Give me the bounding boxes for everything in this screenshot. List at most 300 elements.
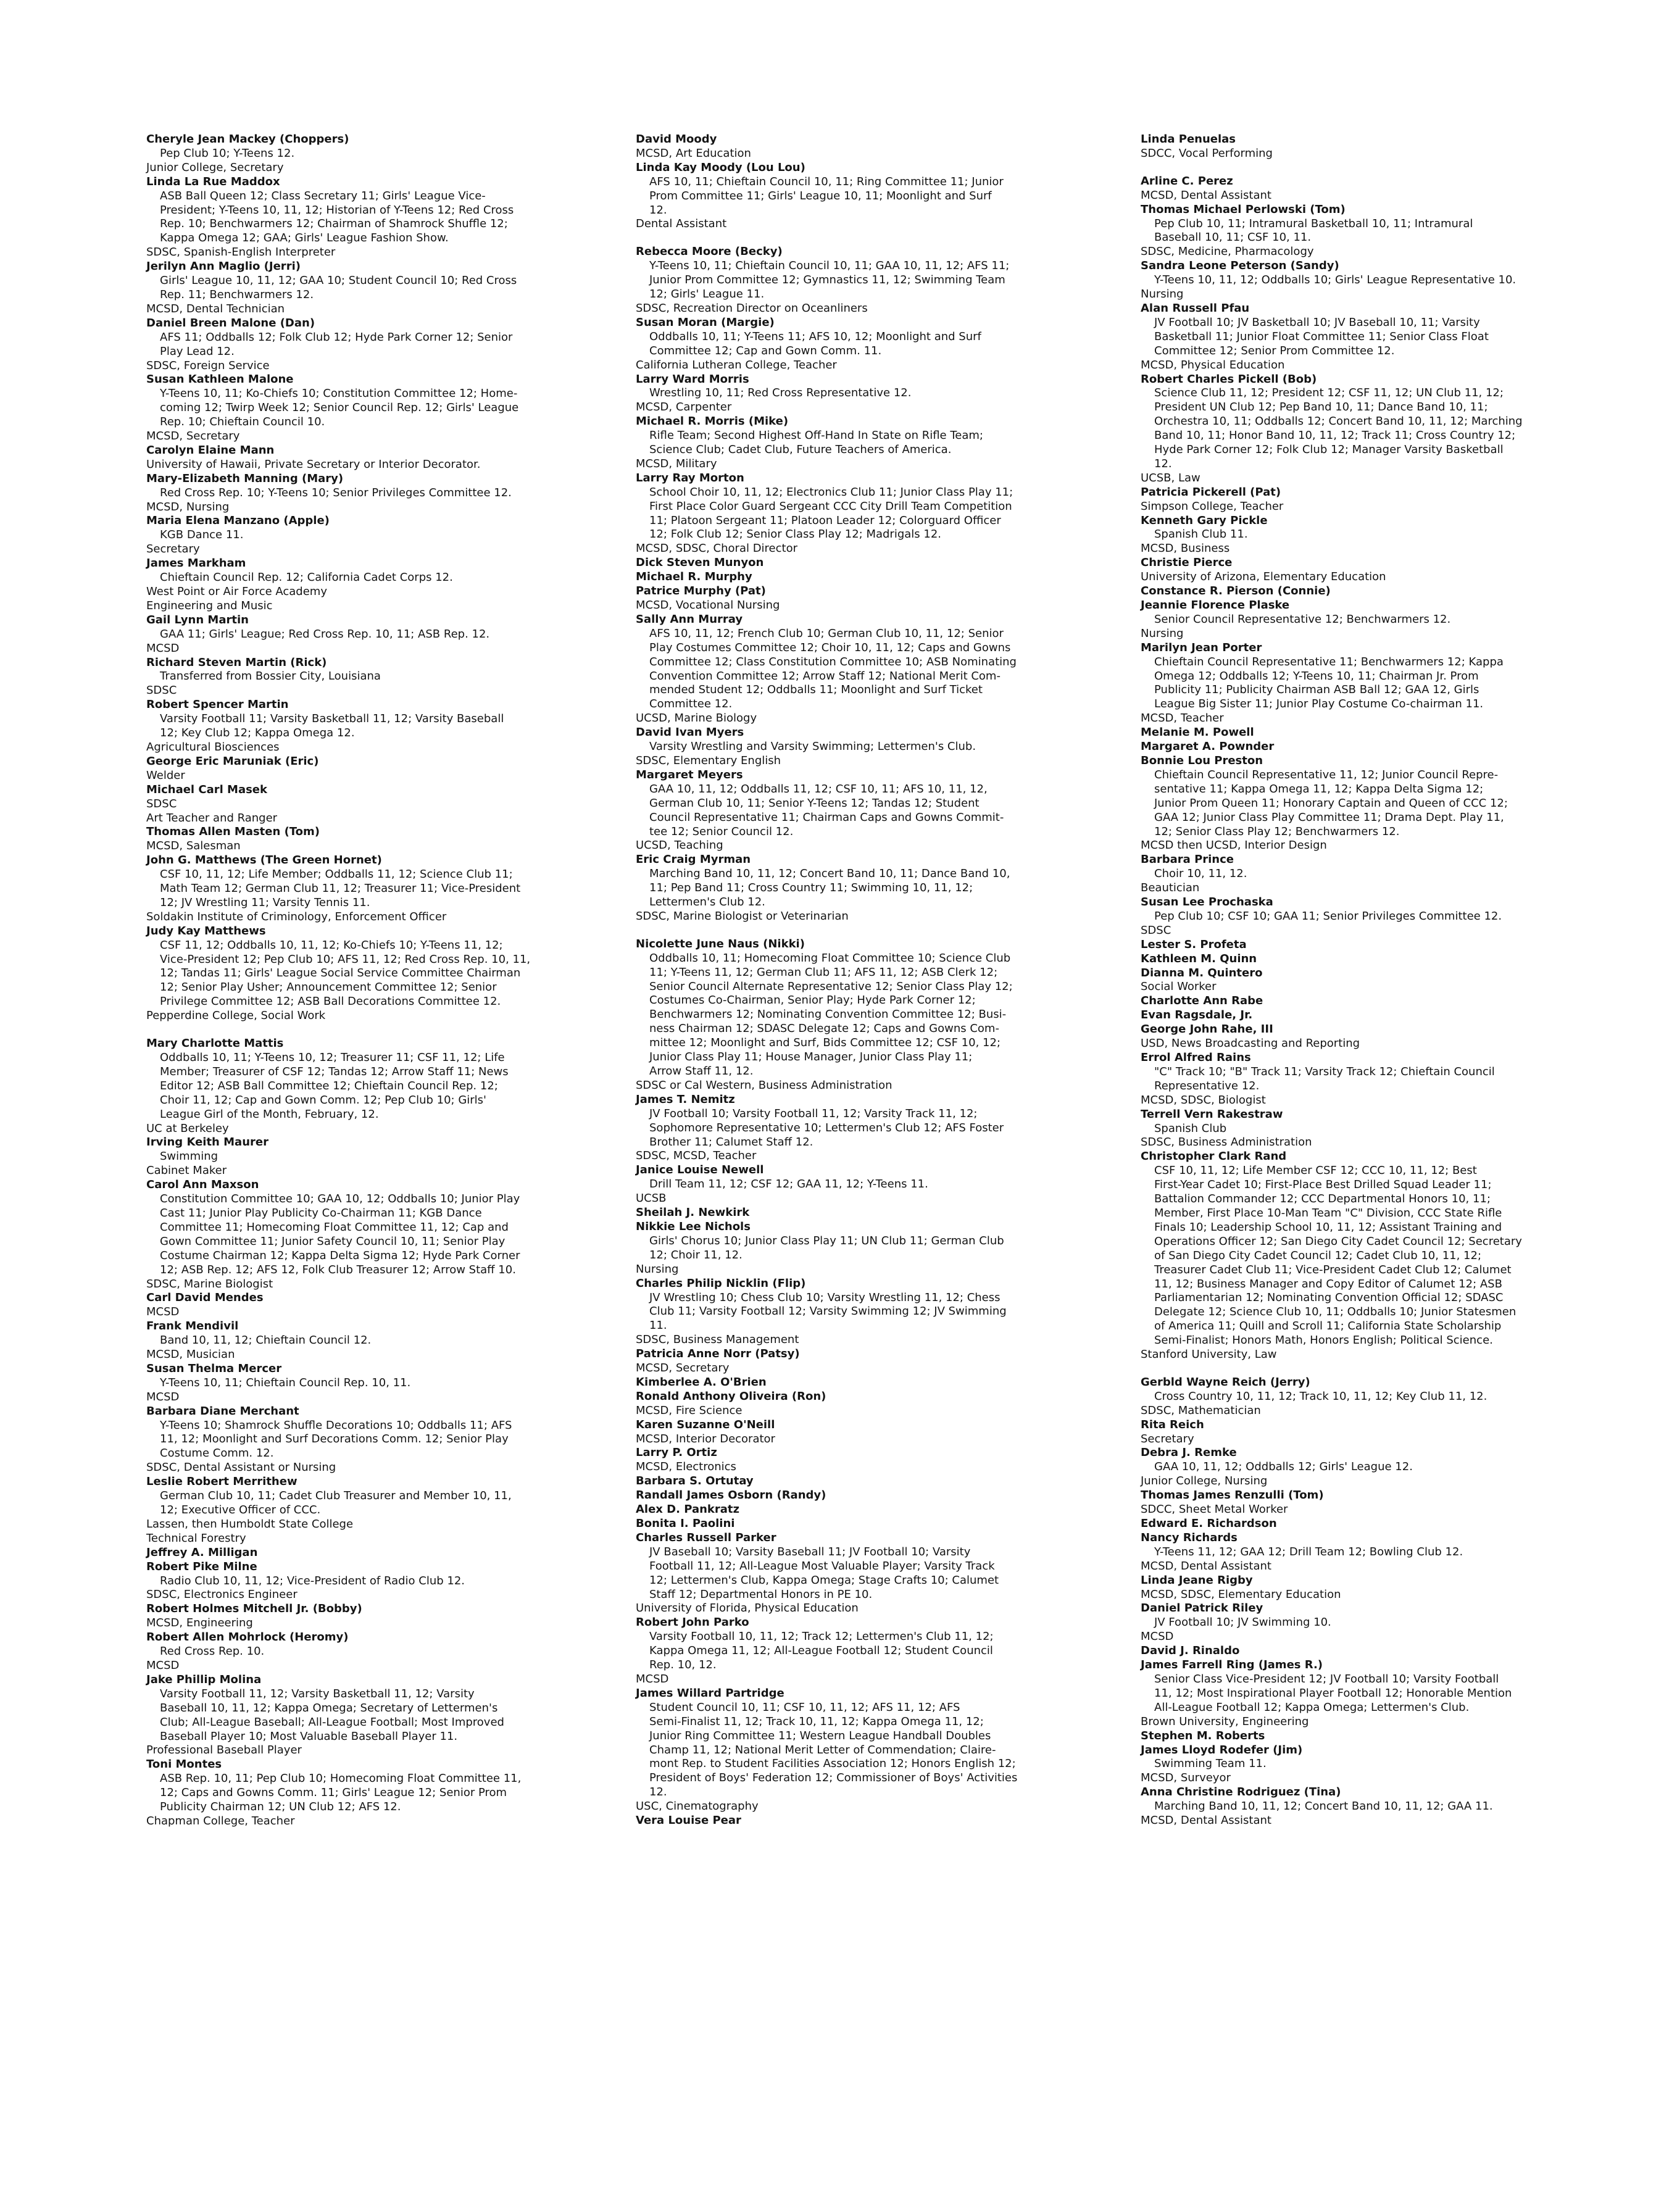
activity-line: Gown Committee 11; Junior Safety Council 10, 11; Senior Play	[160, 1234, 506, 1248]
future-plans-line: Brown University, Engineering	[1141, 1715, 1309, 1728]
student-name: Alan Russell Pfau	[1141, 301, 1250, 315]
activity-line: Varsity Football 10, 11, 12; Track 12; Lettermen's Club 11, 12;	[649, 1630, 994, 1644]
activity-line: 12.	[649, 203, 667, 217]
senior-entry	[636, 1390, 1092, 1418]
activity-line: President; Y-Teens 10, 11, 12; Historian of Y-Teens 12; Red Cross	[160, 203, 514, 217]
student-name: Robert John Parko	[636, 1616, 749, 1629]
student-name: Alex D. Pankratz	[636, 1503, 739, 1516]
senior-entry	[636, 556, 1092, 570]
senior-entry	[146, 1602, 603, 1631]
senior-entry	[1141, 1531, 1610, 1574]
student-name: Bonnie Lou Preston	[1141, 754, 1263, 767]
senior-entry	[1141, 133, 1610, 161]
student-name: Marilyn Jean Porter	[1141, 641, 1262, 654]
future-plans-line: SDSC	[1141, 923, 1171, 937]
activity-line: JV Football 10; JV Swimming 10.	[1154, 1616, 1331, 1629]
activity-line: League Big Sister 11; Junior Play Costume Co-chairman 11.	[1154, 697, 1484, 711]
senior-entry	[1141, 1517, 1610, 1531]
activity-line: Girls' League 10, 11, 12; GAA 10; Student Council 10; Red Cross	[160, 274, 517, 288]
senior-entry	[146, 1405, 603, 1476]
future-plans-line: MCSD, SDSC, Biologist	[1141, 1093, 1266, 1107]
future-plans-line: MCSD, Dental Assistant	[1141, 1814, 1271, 1827]
future-plans-line: MCSD, Military	[636, 457, 717, 470]
activity-line: Band 10, 11; Honor Band 10, 11, 12; Track 11; Cross Country 12;	[1154, 429, 1516, 443]
activity-line: Marching Band 10, 11, 12; Concert Band 10, 11, 12; GAA 11.	[1154, 1800, 1493, 1813]
future-plans-line: Stanford University, Law	[1141, 1348, 1277, 1362]
senior-entry	[636, 726, 1092, 768]
student-name: Cheryle Jean Mackey (Choppers)	[146, 133, 349, 146]
student-name: James T. Nemitz	[636, 1092, 735, 1106]
future-plans-line: Secretary	[146, 543, 200, 556]
student-name: Linda Jeane Rigby	[1141, 1573, 1253, 1587]
student-name: Kimberlee A. O'Brien	[636, 1375, 767, 1389]
senior-entry	[636, 415, 1092, 472]
senior-entry	[636, 1093, 1092, 1164]
student-name: Anna Christine Rodriguez (Tina)	[1141, 1786, 1341, 1799]
student-name: Toni Montes	[146, 1758, 222, 1771]
student-name: Irving Keith Maurer	[146, 1136, 268, 1149]
activity-line: Baseball 10, 11; CSF 10, 11.	[1154, 231, 1312, 244]
student-name: Barbara S. Ortutay	[636, 1474, 754, 1488]
future-plans-line: SDSC, MCSD, Teacher	[636, 1149, 757, 1163]
activity-line: Publicity 11; Publicity Chairman ASB Ball 12; GAA 12, Girls	[1154, 683, 1479, 697]
future-plans-line: Art Teacher and Ranger	[146, 811, 278, 825]
activity-line: Football 11, 12; All-League Most Valuable Player; Varsity Track	[649, 1559, 995, 1573]
senior-entry	[636, 768, 1092, 853]
activity-line: Chieftain Council Representative 11, 12; Junior Council Repre-	[1154, 768, 1499, 781]
senior-entry	[1141, 302, 1610, 373]
senior-entry	[1141, 1376, 1610, 1418]
activity-line: Champ 11, 12; National Merit Letter of Commendation; Claire-	[649, 1743, 996, 1757]
activity-line: 11, 12; Most Inspirational Player Football 12; Honorable Mention	[1154, 1686, 1512, 1700]
senior-entry	[1141, 1008, 1610, 1023]
future-plans-line: Nursing	[1141, 288, 1184, 301]
future-plans-line: SDSC, Medicine, Pharmacology	[1141, 245, 1314, 259]
activity-line: JV Football 10; Varsity Football 11, 12; Varsity Track 11, 12;	[649, 1107, 978, 1120]
future-plans-line: SDSC or Cal Western, Business Administration	[636, 1078, 892, 1092]
future-plans-line: Nursing	[1141, 626, 1184, 640]
senior-entry	[1141, 938, 1610, 952]
activity-line: Girls' Chorus 10; Junior Class Play 11; UN Club 11; German Club	[649, 1234, 1004, 1247]
future-plans-line: MCSD, Dental Assistant	[1141, 188, 1271, 202]
activity-line: 12; Choir 11, 12.	[649, 1248, 743, 1262]
activity-line: Committee 12.	[649, 697, 733, 711]
activity-line: Rep. 10, 12.	[649, 1658, 717, 1672]
activity-line: "C" Track 10; "B" Track 11; Varsity Track 12; Chieftain Council	[1154, 1065, 1495, 1078]
senior-entry	[146, 1178, 603, 1291]
student-name: Robert Pike Milne	[146, 1560, 257, 1573]
student-name: Jeffrey A. Milligan	[146, 1545, 258, 1559]
activity-line: Wrestling 10, 11; Red Cross Representative 12.	[649, 386, 912, 400]
activity-line: Battalion Commander 12; CCC Departmental Honors 10, 11;	[1154, 1192, 1491, 1206]
senior-entry	[1141, 853, 1610, 896]
senior-entry	[1141, 1729, 1610, 1744]
activity-line: Y-Teens 10, 11, 12; Oddballs 10; Girls' League Representative 10.	[1154, 273, 1517, 287]
activity-line: Cast 11; Junior Play Publicity Co-Chairman 11; KGB Dance	[160, 1206, 482, 1220]
activity-line: Rep. 10; Benchwarmers 12; Chairman of Shamrock Shuffle 12;	[160, 217, 508, 231]
future-plans-line: Simpson College, Teacher	[1141, 499, 1284, 513]
senior-entry	[146, 1362, 603, 1405]
activity-line: First Place Color Guard Sergeant CCC City Drill Team Competition	[649, 499, 1012, 513]
activity-line: Marching Band 10, 11, 12; Concert Band 10, 11; Dance Band 10,	[649, 867, 1010, 881]
senior-entry	[146, 698, 603, 755]
student-name: George John Rahe, III	[1141, 1023, 1273, 1036]
middle-column	[636, 133, 1092, 1828]
future-plans-line: MCSD, Electronics	[636, 1460, 736, 1474]
activity-line: CSF 11, 12; Oddballs 10, 11, 12; Ko-Chiefs 10; Y-Teens 11, 12;	[160, 938, 503, 952]
senior-entry	[636, 133, 1092, 161]
future-plans-line: MCSD, Salesman	[146, 839, 241, 853]
activity-line: Finals 10; Leadership School 10, 11, 12; Assistant Training and	[1154, 1220, 1502, 1234]
activity-line: Privilege Committee 12; ASB Ball Decorations Committee 12.	[160, 995, 501, 1008]
activity-line: Play Lead 12.	[160, 344, 235, 358]
senior-entry	[1141, 740, 1610, 754]
activity-line: 11, 12; Moonlight and Surf Decorations Comm. 12; Senior Play	[160, 1432, 509, 1446]
senior-entry	[146, 783, 603, 826]
activity-line: Member; Treasurer of CSF 12; Tandas 12; Arrow Staff 11; News	[160, 1065, 509, 1078]
senior-entry	[1141, 1574, 1610, 1602]
activity-line: Rep. 11; Benchwarmers 12.	[160, 288, 314, 301]
senior-entry	[1141, 1023, 1610, 1051]
student-name: Eric Craig Myrman	[636, 853, 751, 867]
activity-line: AFS 10, 11, 12; French Club 10; German Club 10, 11, 12; Senior	[649, 626, 1004, 640]
activity-line: Science Club; Cadet Club, Future Teachers of America.	[649, 443, 952, 457]
student-name: Karen Suzanne O'Neill	[636, 1418, 775, 1431]
activity-line: Y-Teens 10, 11; Ko-Chiefs 10; Constitution Committee 12; Home-	[160, 387, 518, 401]
activity-line: 12; Tandas 11; Girls' League Social Service Committee Chairman	[160, 967, 521, 980]
senior-entry	[146, 1631, 603, 1673]
activity-line: All-League Football 12; Kappa Omega; Lettermen's Club.	[1154, 1700, 1470, 1714]
student-name: Bonita I. Paolini	[636, 1517, 735, 1530]
student-name: Randall James Osborn (Randy)	[636, 1489, 826, 1502]
activity-line: Rifle Team; Second Highest Off-Hand In State on Rifle Team;	[649, 429, 983, 443]
student-name: David Moody	[636, 133, 717, 146]
right-column	[1141, 133, 1610, 1828]
future-plans-line: Nursing	[636, 1262, 679, 1276]
activity-line: mended Student 12; Oddballs 11; Moonlight and Surf Ticket	[649, 683, 983, 697]
student-name: Sandra Leone Peterson (Sandy)	[1141, 259, 1339, 273]
future-plans-line: UC at Berkeley	[146, 1121, 229, 1135]
student-name: Terrell Vern Rakestraw	[1141, 1107, 1283, 1121]
future-plans-line: SDSC, Marine Biologist	[146, 1277, 273, 1291]
activity-line: Junior Prom Queen 11; Honorary Captain and Queen of CCC 12;	[1154, 796, 1508, 810]
senior-entry	[636, 1376, 1092, 1390]
senior-entry	[636, 1531, 1092, 1616]
student-name: Charlotte Ann Rabe	[1141, 994, 1263, 1008]
activity-line: Delegate 12; Science Club 10, 11; Oddballs 10; Junior Statesmen	[1154, 1305, 1517, 1319]
activity-line: President of Boys' Federation 12; Commissioner of Boys' Activities	[649, 1771, 1018, 1785]
senior-entry	[1141, 1051, 1610, 1108]
activity-line: Choir 10, 11, 12.	[1154, 867, 1247, 881]
activity-line: Junior Prom Committee 12; Gymnastics 11, 12; Swimming Team	[649, 273, 1005, 287]
future-plans-line: MCSD, Carpenter	[636, 401, 732, 414]
activity-line: Y-Teens 10, 11; Chieftain Council 10, 11; GAA 10, 11, 12; AFS 11;	[649, 259, 1010, 273]
activity-line: 12; Girls' League 11.	[649, 288, 765, 301]
future-plans-line: MCSD	[146, 1305, 180, 1319]
activity-line: Sophomore Representative 10; Lettermen's Club 12; AFS Foster	[649, 1121, 1004, 1134]
student-name: Larry P. Ortiz	[636, 1446, 717, 1460]
activity-line: Swimming Team 11.	[1154, 1757, 1267, 1771]
senior-entry	[636, 1446, 1092, 1474]
student-name: Susan Lee Prochaska	[1141, 896, 1273, 909]
activity-line: Committee 12; Senior Prom Committee 12.	[1154, 344, 1395, 357]
senior-entry	[1141, 1658, 1610, 1729]
activity-line: Pep Club 10; CSF 10; GAA 11; Senior Privileges Committee 12.	[1154, 909, 1502, 923]
senior-entry	[636, 1277, 1092, 1348]
activity-line: Committee 12; Cap and Gown Comm. 11.	[649, 344, 882, 357]
senior-entry	[1141, 726, 1610, 740]
activity-line: ness Chairman 12; SDASC Delegate 12; Caps and Gowns Com-	[649, 1022, 999, 1036]
future-plans-line: University of Florida, Physical Education	[636, 1602, 859, 1615]
activity-line: Lettermen's Club 12.	[649, 896, 765, 909]
activity-line: Swimming	[160, 1150, 218, 1163]
senior-entry	[146, 1546, 603, 1560]
future-plans-line: MCSD, Teacher	[1141, 712, 1224, 725]
activity-line: 12; Senior Class Play 12; Benchwarmers 12.	[1154, 825, 1400, 838]
future-plans-line: SDCC, Vocal Performing	[1141, 146, 1273, 160]
student-name: Debra J. Remke	[1141, 1446, 1237, 1460]
senior-entry	[636, 938, 1092, 1093]
future-plans-line: MCSD, Interior Decorator	[636, 1432, 775, 1445]
student-name: Jeannie Florence Plaske	[1141, 599, 1290, 612]
senior-entry	[1141, 556, 1610, 584]
student-name: Michael R. Morris (Mike)	[636, 415, 789, 428]
senior-entry	[636, 245, 1092, 316]
activity-line: Benchwarmers 12; Nominating Convention Committee 12; Busi-	[649, 1008, 1007, 1021]
student-name: Judy Kay Matthews	[146, 924, 266, 938]
activity-line: mont Rep. to Student Facilities Association 12; Honors English 12;	[649, 1757, 1016, 1771]
activity-line: Representative 12.	[1154, 1079, 1260, 1092]
activity-line: sentative 11; Kappa Omega 11, 12; Kappa Delta Sigma 12;	[1154, 782, 1484, 796]
activity-line: First-Year Cadet 10; First-Place Best Drilled Squad Leader 11;	[1154, 1178, 1492, 1192]
student-name: Susan Kathleen Malone	[146, 373, 294, 386]
senior-entry	[1141, 584, 1610, 599]
future-plans-line: Pepperdine College, Social Work	[146, 1009, 326, 1023]
senior-entry	[636, 1163, 1092, 1206]
future-plans-line: MCSD, Art Education	[636, 146, 751, 160]
future-plans-line: Soldakin Institute of Criminology, Enforcement Officer	[146, 910, 447, 923]
senior-entry	[1141, 1744, 1610, 1786]
student-name: Larry Ward Morris	[636, 372, 749, 386]
senior-entry	[146, 472, 603, 515]
activity-line: Choir 11, 12; Cap and Gown Comm. 12; Pep Club 10; Girls'	[160, 1093, 487, 1107]
activity-line: Varsity Wrestling and Varsity Swimming; Lettermen's Club.	[649, 740, 976, 754]
activity-line: Spanish Club	[1154, 1121, 1227, 1135]
activity-line: Varsity Football 11, 12; Varsity Basketball 11, 12; Varsity	[160, 1687, 475, 1700]
senior-entry	[636, 1489, 1092, 1503]
future-plans-line: UCSD, Teaching	[636, 839, 723, 852]
student-name: Melanie M. Powell	[1141, 726, 1254, 739]
senior-entry	[146, 133, 603, 175]
activity-line: Club; All-League Baseball; All-League Football; Most Improved	[160, 1715, 504, 1729]
student-name: Barbara Diane Merchant	[146, 1404, 299, 1418]
student-name: Gerbld Wayne Reich (Jerry)	[1141, 1375, 1310, 1389]
senior-entry	[636, 1206, 1092, 1220]
future-plans-line: MCSD	[636, 1672, 669, 1686]
future-plans-line: MCSD, Physical Education	[1141, 358, 1285, 372]
student-name: Patricia Pickerell (Pat)	[1141, 485, 1281, 499]
future-plans-line: MCSD, Dental Assistant	[1141, 1559, 1271, 1573]
senior-entry	[1141, 1150, 1610, 1362]
senior-entry	[636, 1814, 1092, 1828]
student-name: David Ivan Myers	[636, 726, 744, 739]
activity-line: Constitution Committee 10; GAA 10, 12; Oddballs 10; Junior Play	[160, 1192, 520, 1206]
activity-line: GAA 10, 11, 12; Oddballs 11, 12; CSF 10, 11; AFS 10, 11, 12,	[649, 782, 988, 796]
senior-entry	[1141, 967, 1610, 995]
student-name: Mary Charlotte Mattis	[146, 1037, 284, 1050]
activity-line: President UN Club 12; Pep Band 10, 11; Dance Band 10, 11;	[1154, 401, 1488, 414]
senior-entry	[146, 1136, 603, 1178]
activity-line: 12; Folk Club 12; Senior Class Play 12; Madrigals 12.	[649, 528, 942, 541]
activity-line: GAA 12; Junior Class Play Committee 11; Drama Dept. Play 11,	[1154, 810, 1504, 824]
activity-line: Costumes Co-Chairman, Senior Play; Hyde Park Corner 12;	[649, 994, 976, 1007]
senior-entry	[636, 584, 1092, 613]
senior-entry	[1141, 641, 1610, 726]
future-plans-line: Professional Baseball Player	[146, 1744, 302, 1757]
activity-line: Baseball Player 10; Most Valuable Baseball Player 11.	[160, 1729, 458, 1743]
activity-line: coming 12; Twirp Week 12; Senior Council Rep. 12; Girls' League	[160, 401, 519, 415]
student-name: Vera Louise Pear	[636, 1814, 741, 1827]
student-name: Charles Russell Parker	[636, 1531, 776, 1544]
future-plans-line: Secretary	[1141, 1432, 1194, 1445]
student-name: Errol Alfred Rains	[1141, 1051, 1251, 1064]
future-plans-line: SDSC, Business Management	[636, 1333, 799, 1347]
student-name: Michael R. Murphy	[636, 570, 752, 584]
activity-line: tee 12; Senior Council 12.	[649, 825, 794, 838]
senior-entry	[146, 1560, 603, 1603]
activity-line: Vice-President 12; Pep Club 10; AFS 11, 12; Red Cross Rep. 10, 11,	[160, 952, 531, 966]
future-plans-line: UCSB	[636, 1192, 667, 1205]
activity-line: 12; JV Wrestling 11; Varsity Tennis 11.	[160, 896, 370, 909]
senior-entry	[1141, 754, 1610, 853]
future-plans-line: University of Hawaii, Private Secretary or Interior Decorator.	[146, 457, 481, 471]
activity-line: 11; Platoon Sergeant 11; Platoon Leader 12; Colorguard Officer	[649, 514, 1001, 527]
activity-line: Junior Class Play 11; House Manager, Junior Class Play 11;	[649, 1050, 973, 1064]
activity-line: Math Team 12; German Club 11, 12; Treasurer 11; Vice-President	[160, 882, 521, 896]
activity-line: of San Diego City Cadet Council 12; Cadet Club 10, 11, 12;	[1154, 1249, 1482, 1262]
student-name: Charles Philip Nicklin (Flip)	[636, 1276, 806, 1290]
future-plans-line: MCSD	[146, 1390, 180, 1403]
activity-line: Operations Officer 12; San Diego City Cadet Council 12; Secretary	[1154, 1234, 1522, 1248]
activity-line: Y-Teens 10, 11; Chieftain Council Rep. 10, 11.	[160, 1376, 411, 1389]
senior-entry	[636, 1220, 1092, 1277]
activity-line: of America 11; Quill and Scroll 11; California State Scholarship	[1154, 1320, 1502, 1333]
student-name: Edward E. Richardson	[1141, 1517, 1277, 1530]
senior-entry	[146, 444, 603, 472]
activity-line: Oddballs 10, 11; Y-Teens 10, 12; Treasurer 11; CSF 11, 12; Life	[160, 1051, 505, 1064]
student-name: Carl David Mendes	[146, 1291, 264, 1305]
activity-line: CSF 10, 11, 12; Life Member CSF 12; CCC 10, 11, 12; Best	[1154, 1164, 1477, 1178]
future-plans-line: MCSD, Business	[1141, 542, 1230, 555]
student-name: Christie Pierce	[1141, 556, 1233, 570]
activity-line: Arrow Staff 11, 12.	[649, 1065, 754, 1078]
future-plans-line: MCSD, SDSC, Elementary Education	[1141, 1587, 1341, 1601]
student-name: Mary-Elizabeth Manning (Mary)	[146, 472, 344, 485]
activity-line: Kappa Omega 11, 12; All-League Football 12; Student Council	[649, 1644, 993, 1658]
student-name: Nikkie Lee Nichols	[636, 1220, 751, 1233]
activity-line: Oddballs 10, 11; Y-Teens 11; AFS 10, 12; Moonlight and Surf	[649, 330, 981, 343]
activity-line: Oddballs 10, 11; Homecoming Float Committee 10; Science Club	[649, 951, 1011, 965]
future-plans-line: SDSC	[146, 684, 177, 697]
student-name: Carolyn Elaine Mann	[146, 443, 275, 457]
activity-line: Pep Club 10, 11; Intramural Basketball 10, 11; Intramural	[1154, 217, 1473, 230]
activity-line: Omega 12; Oddballs 12; Y-Teens 10, 11; Chairman Jr. Prom	[1154, 669, 1479, 683]
future-plans-line: SDSC, Mathematician	[1141, 1403, 1261, 1417]
activity-line: 12.	[1154, 457, 1172, 470]
activity-line: Chieftain Council Rep. 12; California Cadet Corps 12.	[160, 571, 453, 584]
student-name: James Farrell Ring (James R.)	[1141, 1658, 1323, 1672]
future-plans-line: MCSD, Engineering	[146, 1616, 253, 1630]
future-plans-line: MCSD	[146, 641, 180, 655]
activity-line: Chieftain Council Representative 11; Benchwarmers 12; Kappa	[1154, 655, 1504, 668]
student-name: Jerilyn Ann Maglio (Jerri)	[146, 260, 301, 273]
future-plans-line: MCSD, Fire Science	[636, 1403, 743, 1417]
future-plans-line: MCSD, Dental Technician	[146, 302, 285, 315]
activity-line: JV Football 10; JV Basketball 10; JV Baseball 10, 11; Varsity	[1154, 315, 1480, 329]
activity-line: Y-Teens 10; Shamrock Shuffle Decorations 10; Oddballs 11; AFS	[160, 1418, 512, 1432]
senior-entry	[636, 316, 1092, 373]
student-name: Robert Allen Mohrlock (Heromy)	[146, 1631, 349, 1644]
student-name: Arline C. Perez	[1141, 174, 1233, 188]
student-name: Linda Penuelas	[1141, 133, 1236, 146]
student-name: Daniel Breen Malone (Dan)	[146, 316, 315, 330]
student-name: Margaret Meyers	[636, 768, 743, 781]
activity-line: 11.	[649, 1319, 667, 1333]
student-name: Maria Elena Manzano (Apple)	[146, 514, 330, 528]
activity-line: ASB Ball Queen 12; Class Secretary 11; Girls' League Vice-	[160, 189, 486, 202]
senior-entry	[1141, 1446, 1610, 1489]
senior-entry	[1141, 203, 1610, 260]
student-name: Jake Phillip Molina	[146, 1673, 262, 1686]
future-plans-line: Junior College, Nursing	[1141, 1474, 1268, 1488]
activity-line: Committee 12; Class Constitution Committee 10; ASB Nominating	[649, 655, 1017, 668]
senior-entry	[636, 373, 1092, 415]
student-name: Linda Kay Moody (Lou Lou)	[636, 160, 805, 174]
future-plans-line: USC, Cinematography	[636, 1800, 759, 1813]
senior-entry	[636, 613, 1092, 726]
student-name: Nicolette June Naus (Nikki)	[636, 937, 805, 950]
student-name: Susan Thelma Mercer	[146, 1362, 282, 1375]
future-plans-line: Social Worker	[1141, 980, 1217, 994]
student-name: Constance R. Pierson (Connie)	[1141, 584, 1331, 598]
activity-line: 12; Key Club 12; Kappa Omega 12.	[160, 726, 355, 740]
future-plans-line: MCSD, Nursing	[146, 500, 230, 514]
activity-line: Costume Comm. 12.	[160, 1447, 274, 1460]
senior-entry	[636, 1418, 1092, 1447]
student-name: Robert Holmes Mitchell Jr. (Bobby)	[146, 1602, 362, 1616]
activity-line: CSF 10, 11, 12; Life Member; Oddballs 11, 12; Science Club 11;	[160, 868, 513, 881]
future-plans-line: MCSD	[146, 1658, 180, 1672]
future-plans-line: Welder	[146, 768, 185, 782]
activity-line: Rep. 10; Chieftain Council 10.	[160, 415, 325, 429]
activity-line: Pep Club 10; Y-Teens 12.	[160, 146, 295, 160]
student-name: Linda La Rue Maddox	[146, 175, 280, 188]
senior-entry	[146, 1673, 603, 1758]
student-name: Dick Steven Munyon	[636, 556, 764, 570]
future-plans-line: SDSC, Electronics Engineer	[146, 1588, 297, 1602]
activity-line: 12; Caps and Gowns Comm. 11; Girls' League 12; Senior Prom	[160, 1786, 507, 1800]
activity-line: Publicity Chairman 12; UN Club 12; AFS 12.	[160, 1800, 401, 1814]
activity-line: Spanish Club 11.	[1154, 528, 1248, 541]
senior-entry	[636, 472, 1092, 556]
senior-entry	[636, 1347, 1092, 1376]
student-name: Ronald Anthony Oliveira (Ron)	[636, 1389, 826, 1403]
activity-line: Varsity Football 11; Varsity Basketball 11, 12; Varsity Baseball	[160, 712, 504, 726]
student-name: Evan Ragsdale, Jr.	[1141, 1008, 1253, 1022]
student-name: George Eric Maruniak (Eric)	[146, 754, 319, 768]
student-name: Janice Louise Newell	[636, 1163, 764, 1177]
activity-line: Cross Country 10, 11, 12; Track 10, 11, 12; Key Club 11, 12.	[1154, 1389, 1487, 1403]
